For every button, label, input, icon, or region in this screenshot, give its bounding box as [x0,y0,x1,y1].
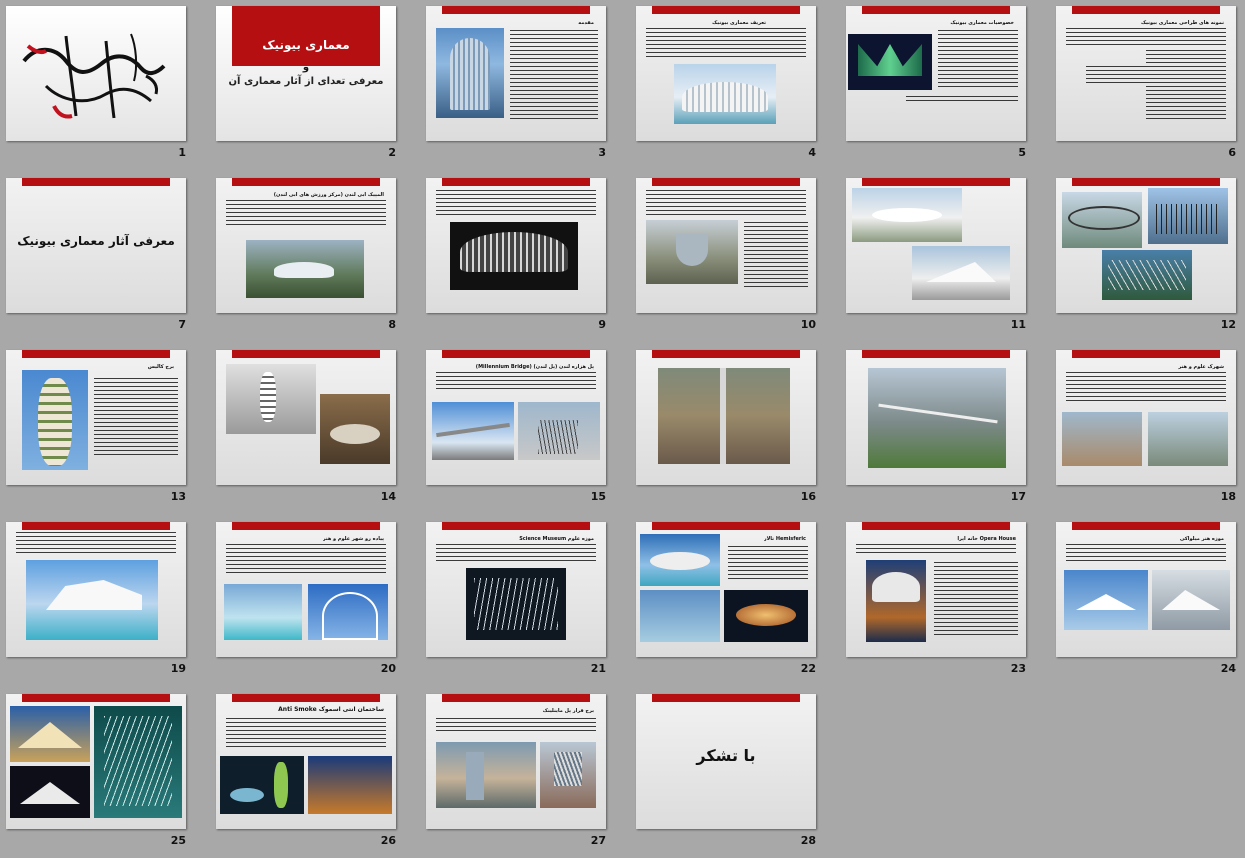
slide-number: 15 [590,490,606,503]
slide-thumb-26[interactable] [210,688,410,858]
slide-thumb-25[interactable] [0,688,200,858]
bridge-photo [518,402,600,460]
hemisferic-photo [640,590,720,642]
tower-photo [436,742,536,808]
slide-number: 10 [800,318,816,331]
slide-number: 1 [178,146,186,159]
slide-number: 4 [808,146,816,159]
construction-photo [1062,192,1142,248]
slide-number: 26 [380,834,396,847]
slide-heading: Opera House خانه اپرا [957,536,1016,542]
slide-heading: Hemisferic تالار [763,536,806,542]
calligraphy-logo [6,6,186,141]
slide-thumb-19[interactable] [0,516,200,686]
slide-thumb-6[interactable] [1050,0,1245,170]
slide-thumb-27[interactable] [420,688,620,858]
slide-thumb-14[interactable] [210,344,410,514]
slide-number: 28 [800,834,816,847]
slide-number: 22 [800,662,816,675]
slide-number: 16 [800,490,816,503]
closing-title: با تشکر [696,746,756,765]
slide-heading: مقدمه [578,20,594,26]
slide-number: 18 [1220,490,1236,503]
tower-photo [540,742,596,808]
slide-subtitle-connector: و [302,62,310,73]
slide-thumb-20[interactable] [210,516,410,686]
slide-heading: پیاده رو شهر علوم و هنر [322,536,384,542]
museum-photo [1152,570,1230,630]
slide-thumb-18[interactable] [1050,344,1245,514]
slide-heading: پل هزاره لندن (پل لندن) (Millennium Bridge) [475,364,594,370]
slide-number: 25 [170,834,186,847]
construction-photo [1148,188,1228,244]
slide-thumb-7[interactable] [0,172,200,342]
slide-heading: شهرک علوم و هنر [1178,364,1224,370]
opera-house-photo [866,560,926,642]
slide-number: 2 [388,146,396,159]
slide-number: 13 [170,490,186,503]
slide-title: معماری بیونیک [262,38,350,52]
aerial-photo [1062,412,1142,466]
slide-number: 24 [1220,662,1236,675]
slide-number: 21 [590,662,606,675]
slide-heading: برج کالیس [147,364,174,370]
slide-thumb-10[interactable] [630,172,830,342]
slide-thumb-21[interactable] [420,516,620,686]
museum-interior-photo [94,706,182,818]
slide-thumb-11[interactable] [840,172,1040,342]
slide-number: 14 [380,490,396,503]
slide-thumb-2[interactable] [210,0,410,170]
tower-photo [226,364,316,434]
interior-photo [320,394,390,464]
slide-thumb-23[interactable] [840,516,1040,686]
building-photo [436,28,504,118]
slide-number: 6 [1228,146,1236,159]
walkway-photo [308,584,388,640]
slide-number: 8 [388,318,396,331]
slide-number: 20 [380,662,396,675]
slide-number: 9 [598,318,606,331]
slide-thumb-12[interactable] [1050,172,1245,342]
building-photo [848,34,932,90]
section-title: معرفی آثار معماری بیونیک [17,234,175,248]
slide-number: 27 [590,834,606,847]
rendering-image [450,222,578,290]
slide-thumb-1[interactable] [0,0,200,170]
slide-heading: برج قرار پل ماینلینک [542,708,594,714]
building-photo [852,188,962,242]
slide-thumb-16[interactable] [630,344,830,514]
building-photo [674,64,776,124]
aerial-photo [1148,412,1228,466]
hemisferic-photo [640,534,720,586]
slide-thumb-5[interactable] [840,0,1040,170]
slide-heading: المپیک آبی لندن (مرکز ورزش های آبی لندن) [273,192,384,198]
slide-number: 17 [1010,490,1026,503]
building-photo [220,756,304,814]
slide-number: 5 [1018,146,1026,159]
slide-number: 19 [170,662,186,675]
slide-heading: موزه هنر میلواکی [1179,536,1224,542]
slide-thumb-24[interactable] [1050,516,1245,686]
museum-photo [466,568,566,640]
slide-number: 11 [1010,318,1026,331]
slide-thumb-28[interactable] [630,688,830,858]
slide-thumb-3[interactable] [420,0,620,170]
hemisferic-night-photo [724,590,808,642]
bridge-photo [432,402,514,460]
slide-thumb-4[interactable] [630,0,830,170]
building-photo [246,240,364,298]
walkway-photo [224,584,302,640]
slide-heading: نمونه های طراحی معماری بیونیک [1140,20,1224,26]
bridge-photo [868,368,1006,468]
museum-night-photo [10,766,90,818]
building-photo [912,246,1010,300]
slide-thumb-15[interactable] [420,344,620,514]
slide-heading: خصوصیات معماری بیونیک [950,20,1014,26]
aerial-bridge-photo [658,368,790,464]
slide-thumb-22[interactable] [630,516,830,686]
construction-photo [646,220,738,284]
construction-photo [1102,250,1192,300]
slide-thumb-17[interactable] [840,344,1040,514]
building-photo [26,560,158,640]
museum-photo [10,706,90,762]
slide-number: 7 [178,318,186,331]
slide-thumb-9[interactable] [420,172,620,342]
slide-thumb-8[interactable] [210,172,410,342]
tower-photo [22,370,88,470]
slide-heading: موزه علوم Science Museum [519,536,594,542]
museum-photo [1064,570,1148,630]
slide-number: 3 [598,146,606,159]
slide-heading: ساختمان آنتی اسموک Anti Smoke [278,706,384,713]
slide-thumb-13[interactable] [0,344,200,514]
building-photo [308,756,392,814]
slide-heading: تعریف معماری بیونیک [712,20,766,26]
slide-subtitle: معرفی تعدای از آثار معماری آن [228,76,384,87]
slide-number: 12 [1220,318,1236,331]
slide-number: 23 [1010,662,1026,675]
